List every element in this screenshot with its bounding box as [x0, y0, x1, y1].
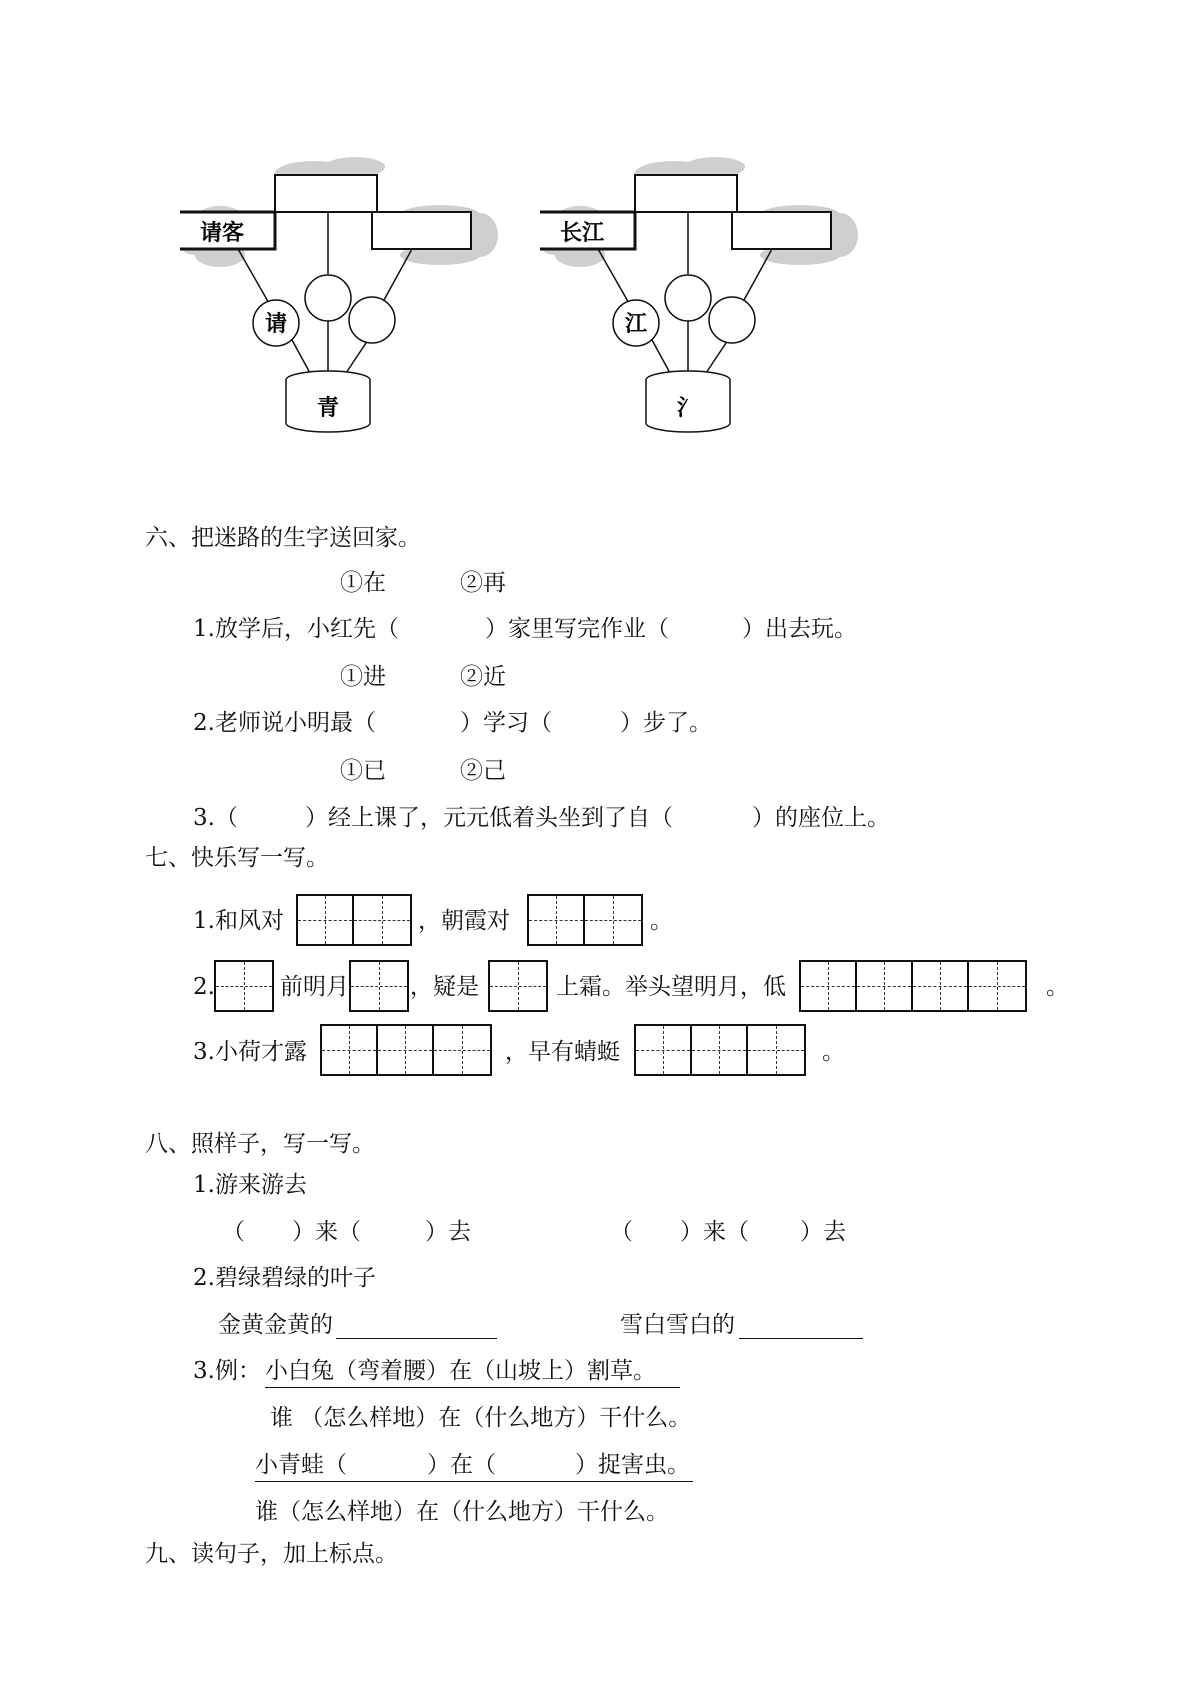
q1-option-1: ①在 — [340, 570, 386, 596]
l2-text-a: 2. — [193, 974, 215, 1000]
answer-blank-b[interactable] — [739, 1310, 863, 1339]
writing-grid[interactable] — [634, 1024, 806, 1076]
right-circle — [349, 297, 395, 343]
q1-part-3: ）出去玩。 — [742, 616, 857, 642]
l2-text-c: ，疑是 — [410, 974, 479, 1000]
top-box — [275, 175, 377, 212]
q3-example: 小白兔（弯着腰）在（山坡上）割草。 — [265, 1358, 656, 1384]
right-box — [732, 212, 831, 249]
writing-grid[interactable] — [349, 960, 409, 1012]
circle-char: 请 — [264, 312, 288, 337]
q2-part-3: ）步了。 — [620, 710, 712, 736]
middle-circle — [665, 275, 711, 321]
word-text: 长江 — [559, 221, 605, 246]
q2-part-2: ）学习（ — [460, 710, 552, 736]
q2-text-b: 雪白雪白的 — [620, 1312, 735, 1338]
base-char: 青 — [316, 396, 340, 421]
top-box — [635, 175, 737, 212]
q3-part-1: 3.（ — [193, 805, 238, 831]
section8-title: 八、照样子，写一写。 — [145, 1131, 375, 1157]
q3-structure-2: 谁（怎么样地）在（什么地方）干什么。 — [255, 1499, 669, 1525]
answer-blank-a[interactable] — [336, 1310, 497, 1339]
q3-task-part-3: ）捉害虫。 — [575, 1452, 690, 1478]
q2-label: 2.碧绿碧绿的叶子 — [193, 1265, 376, 1291]
pattern-right-1: （ — [610, 1219, 633, 1245]
q1-part-1: 1.放学后，小红先（ — [193, 616, 399, 642]
right-circle — [709, 297, 755, 343]
writing-grid[interactable] — [799, 960, 1027, 1012]
l3-text-b: ，早有蜻蜓 — [505, 1039, 620, 1065]
character-diagram-right — [540, 155, 870, 445]
middle-circle — [305, 275, 351, 321]
writing-grid[interactable] — [296, 894, 412, 946]
circle-char: 江 — [624, 312, 648, 337]
q1-option-2: ②再 — [460, 570, 506, 596]
q2-option-2: ②近 — [460, 664, 506, 690]
q3-task-part-2: ）在（ — [427, 1452, 496, 1478]
q3-option-1: ①已 — [340, 758, 386, 784]
q3-structure-1: 谁 （怎么样地）在（什么地方）干什么。 — [270, 1405, 692, 1431]
pattern-right-2: ）来（ — [680, 1219, 749, 1245]
q1-label: 1.游来游去 — [193, 1172, 307, 1198]
word-text: 请客 — [199, 221, 245, 246]
right-box — [372, 212, 471, 249]
pattern-left-2: ）来（ — [292, 1219, 361, 1245]
q2-option-1: ①进 — [340, 664, 386, 690]
l2-text-d: 上霜。举头望明月，低 — [556, 974, 786, 1000]
pattern-left-1: （ — [222, 1219, 245, 1245]
l1-text-a: 1.和风对 — [193, 908, 284, 934]
base-char: 氵 — [676, 396, 700, 421]
q3-label: 3.例： — [193, 1358, 261, 1384]
q3-part-3: ）的座位上。 — [752, 805, 890, 831]
q3-part-2: ）经上课了，元元低着头坐到了自（ — [305, 805, 673, 831]
q2-text-a: 金黄金黄的 — [218, 1312, 333, 1338]
l1-text-b: ，朝霞对 — [418, 908, 510, 934]
writing-grid[interactable] — [488, 960, 548, 1012]
writing-grid[interactable] — [527, 894, 643, 946]
character-diagram-left — [180, 155, 510, 445]
writing-grid[interactable] — [214, 960, 274, 1012]
l3-text-c: 。 — [822, 1039, 845, 1065]
q2-part-1: 2.老师说小明最（ — [193, 710, 376, 736]
section9-title: 九、读句子，加上标点。 — [145, 1541, 398, 1567]
l1-text-c: 。 — [650, 908, 673, 934]
section7-title: 七、快乐写一写。 — [145, 845, 329, 871]
pattern-left-3: ）去 — [425, 1219, 471, 1245]
q3-task-part-1: 小青蛙（ — [255, 1452, 347, 1478]
l3-text-a: 3.小荷才露 — [193, 1039, 307, 1065]
example-underline — [265, 1387, 680, 1388]
task-underline — [255, 1481, 693, 1482]
writing-grid[interactable] — [320, 1024, 492, 1076]
q1-part-2: ）家里写完作业（ — [485, 616, 669, 642]
pattern-right-3: ）去 — [800, 1219, 846, 1245]
l2-text-e: 。 — [1046, 974, 1069, 1000]
section6-title: 六、把迷路的生字送回家。 — [145, 525, 421, 551]
l2-text-b: 前明月 — [280, 974, 349, 1000]
q3-option-2: ②己 — [460, 758, 506, 784]
